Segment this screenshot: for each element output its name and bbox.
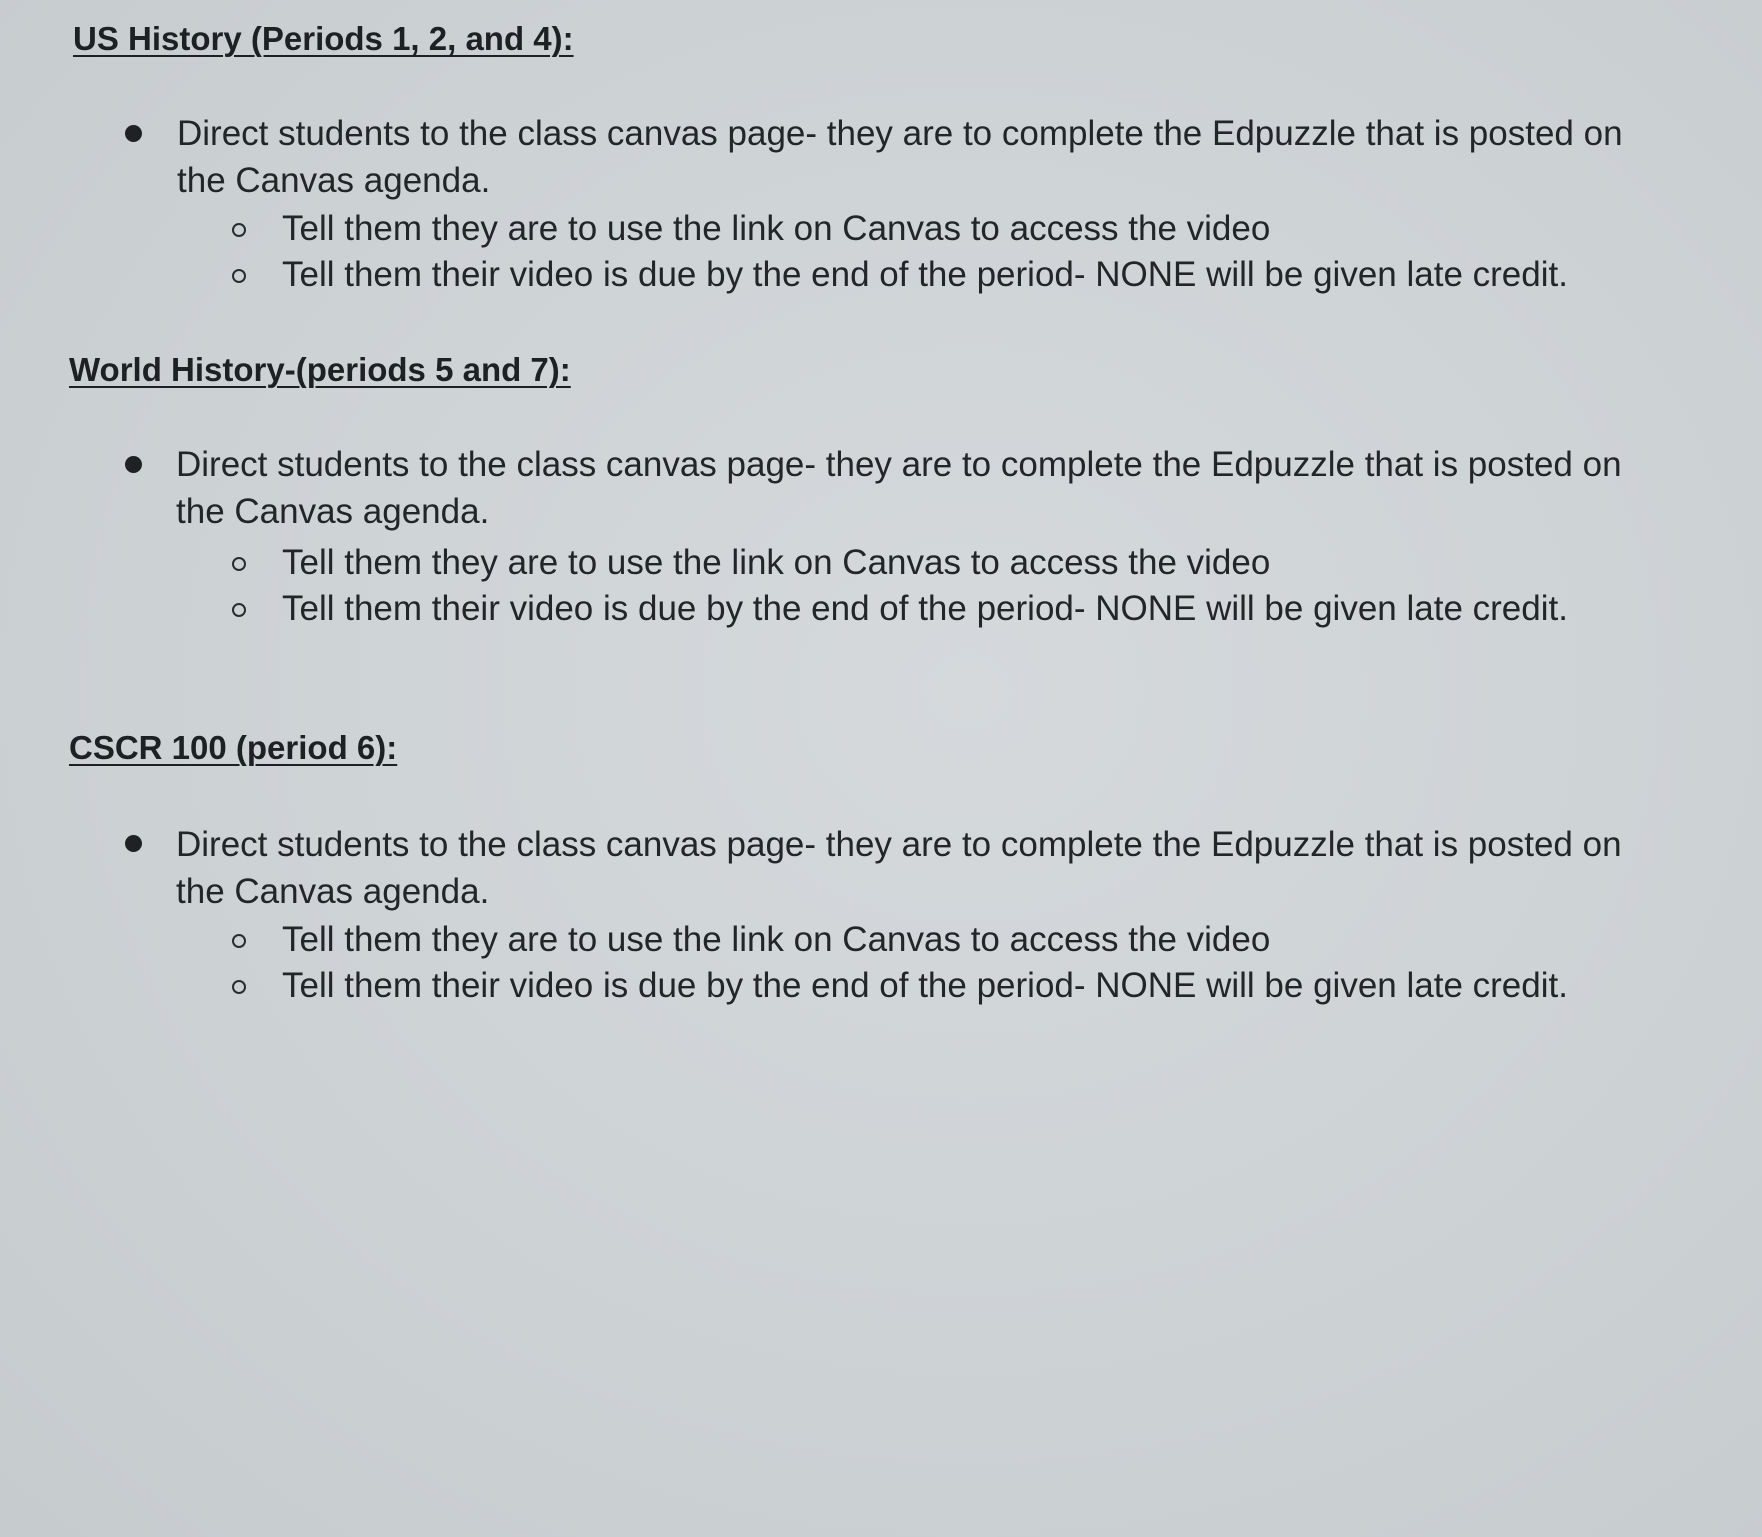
bullet-ring-icon (232, 603, 246, 617)
bullet-text: Direct students to the class canvas page- they are to complete the Edpuzzle that is posted on the Canvas agenda. (177, 114, 1623, 200)
sub-bullet-text: Tell them they are to use the link on Canvas to access the video (282, 543, 1271, 582)
bullet-ring-icon (232, 934, 246, 948)
sub-bullet-text: Tell them they are to use the link on Canvas to access the video (282, 209, 1271, 248)
bullet-ring-icon (232, 980, 246, 994)
sub-bullet-text: Tell them their video is due by the end of the period- NONE will be given late credit. (282, 255, 1568, 294)
sub-bullet-text: Tell them their video is due by the end of the period- NONE will be given late credit. (282, 589, 1568, 628)
bullet-text: Direct students to the class canvas page- they are to complete the Edpuzzle that is posted on the Canvas agenda. (176, 445, 1622, 531)
bullet-ring-icon (232, 223, 246, 237)
bullet-ring-icon (232, 557, 246, 571)
bullet-ring-icon (232, 269, 246, 283)
sub-bullet-text: Tell them they are to use the link on Canvas to access the video (282, 920, 1271, 959)
section-heading: World History-(periods 5 and 7): (69, 351, 571, 388)
bullet-dot-icon (125, 835, 142, 852)
bullet-text: Direct students to the class canvas page- they are to complete the Edpuzzle that is posted on the Canvas agenda. (176, 825, 1622, 911)
sub-bullet-text: Tell them their video is due by the end of the period- NONE will be given late credit. (282, 966, 1568, 1005)
section-heading: CSCR 100 (period 6): (69, 729, 398, 766)
bullet-dot-icon (125, 125, 142, 142)
bullet-dot-icon (125, 456, 142, 473)
section-heading: US History (Periods 1, 2, and 4): (73, 20, 574, 57)
